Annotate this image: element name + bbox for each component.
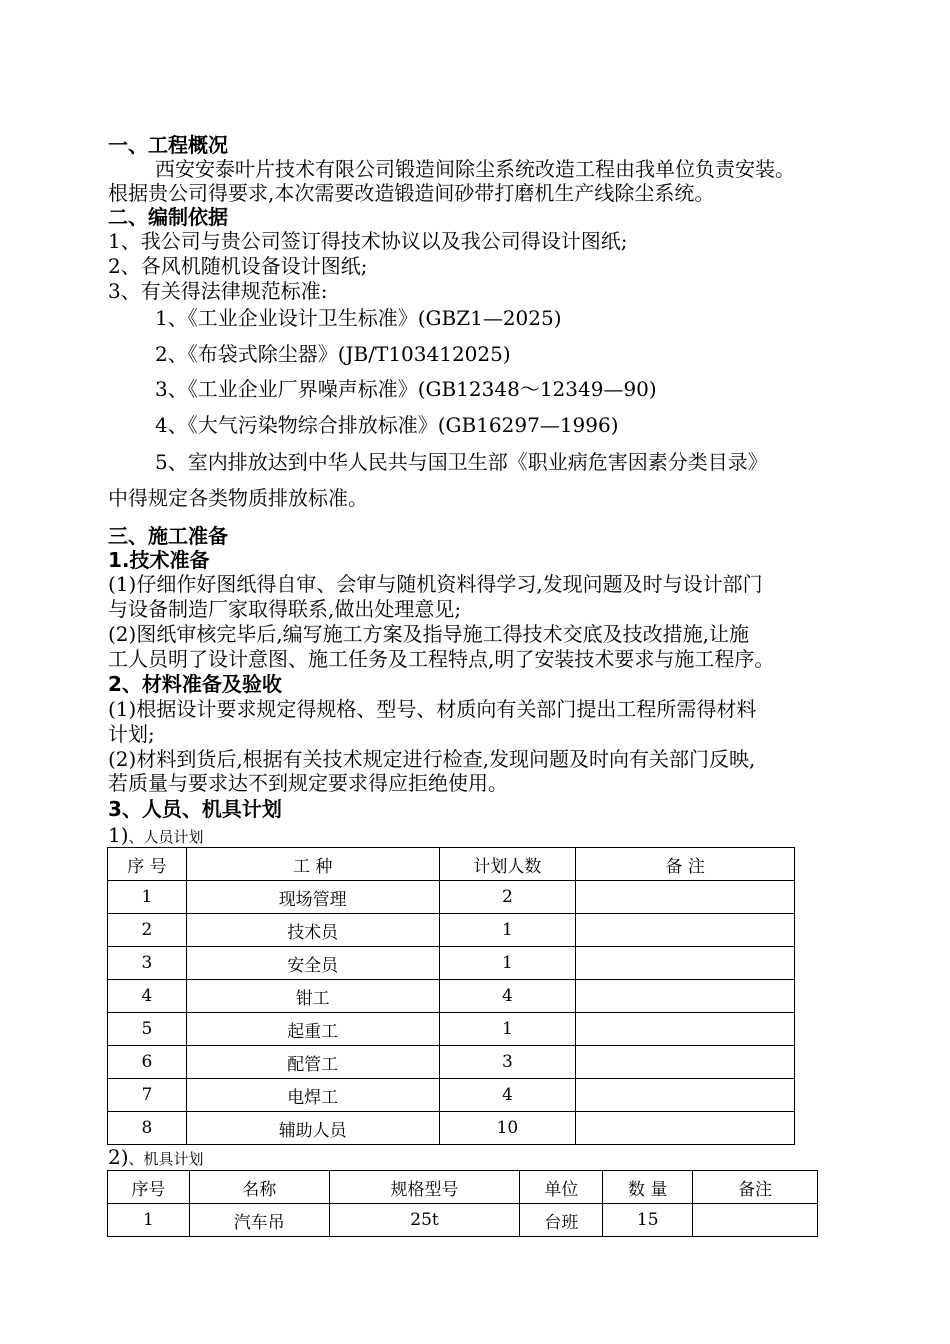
cell-remarks	[576, 947, 795, 980]
table-row	[108, 1204, 818, 1237]
cell-count: 10	[439, 1112, 576, 1145]
cell-remarks	[693, 1204, 818, 1237]
cell-count: 1	[439, 1013, 576, 1046]
machine-caption-text: 、机具计划	[128, 1150, 204, 1168]
standard-ref-3: 3、《工业企业厂界噪声标准》(GB12348～12349—90)	[155, 377, 657, 401]
cell-serial: 1	[108, 1204, 190, 1237]
subsection-technical-prep-title: 1.技术准备	[108, 548, 210, 572]
cell-count: 4	[439, 1079, 576, 1112]
basis-item-1: 1、我公司与贵公司签订得技术协议以及我公司得设计图纸;	[108, 229, 628, 253]
standard-ref-5-continued: 中得规定各类物质排放标准。	[108, 486, 368, 510]
section-1-title: 一、工程概况	[108, 133, 228, 157]
material-prep-item-2-line-2: 若质量与要求达不到规定要求得应拒绝使用。	[108, 771, 508, 795]
cell-count: 3	[439, 1046, 576, 1079]
cell-serial: 1	[108, 881, 187, 914]
technical-prep-item-1-line-1: (1)仔细作好图纸得自审、会审与随机资料得学习,发现问题及时与设计部门	[108, 572, 763, 596]
table-row	[108, 914, 795, 947]
table-row	[108, 1079, 795, 1112]
standard-ref-1: 1、《工业企业设计卫生标准》(GBZ1—2025)	[155, 306, 562, 330]
header-quantity: 数 量	[603, 1171, 693, 1204]
machine-caption-number: 2)	[108, 1145, 129, 1169]
cell-remarks	[576, 1079, 795, 1112]
cell-serial: 7	[108, 1079, 187, 1112]
cell-count: 1	[439, 914, 576, 947]
cell-trade: 安全员	[186, 947, 439, 980]
staff-plan-table	[107, 847, 795, 1145]
standard-ref-4: 4、《大气污染物综合排放标准》(GB16297—1996)	[155, 413, 619, 437]
cell-count: 2	[439, 881, 576, 914]
header-planned-count: 计划人数	[439, 848, 576, 881]
cell-serial: 4	[108, 980, 187, 1013]
table-row	[108, 881, 795, 914]
section-1-paragraph-line-2: 根据贵公司得要求,本次需要改造锻造间砂带打磨机生产线除尘系统。	[108, 181, 715, 205]
technical-prep-item-2-line-1: (2)图纸审核完毕后,编写施工方案及指导施工得技术交底及技改措施,让施	[108, 622, 750, 646]
cell-serial: 2	[108, 914, 187, 947]
cell-remarks	[576, 1112, 795, 1145]
cell-serial: 3	[108, 947, 187, 980]
header-unit: 单位	[520, 1171, 603, 1204]
cell-serial: 6	[108, 1046, 187, 1079]
staff-table-caption	[108, 823, 204, 849]
header-remarks: 备 注	[576, 848, 795, 881]
table-row	[108, 1013, 795, 1046]
standard-ref-5: 5、室内排放达到中华人民共与国卫生部《职业病危害因素分类目录》	[155, 450, 768, 474]
material-prep-item-1-line-2: 计划;	[108, 722, 155, 746]
table-header-row	[108, 848, 795, 881]
standard-ref-2: 2、《布袋式除尘器》(JB/T103412025)	[155, 342, 511, 366]
cell-trade: 辅助人员	[186, 1112, 439, 1145]
machine-plan-table	[107, 1170, 818, 1237]
machine-table-caption	[108, 1145, 204, 1171]
cell-name: 汽车吊	[189, 1204, 329, 1237]
cell-remarks	[576, 1013, 795, 1046]
cell-trade: 配管工	[186, 1046, 439, 1079]
table-header-row	[108, 1171, 818, 1204]
technical-prep-item-2-line-2: 工人员明了设计意图、施工任务及工程特点,明了安装技术要求与施工程序。	[108, 647, 775, 671]
header-name: 名称	[189, 1171, 329, 1204]
table-row	[108, 947, 795, 980]
cell-unit: 台班	[520, 1204, 603, 1237]
technical-prep-item-1-line-2: 与设备制造厂家取得联系,做出处理意见;	[108, 597, 462, 621]
material-prep-item-2-line-1: (2)材料到货后,根据有关技术规定进行检查,发现问题及时向有关部门反映,	[108, 747, 756, 771]
header-remarks: 备注	[693, 1171, 818, 1204]
header-serial: 序号	[108, 1171, 190, 1204]
cell-remarks	[576, 980, 795, 1013]
cell-trade: 钳工	[186, 980, 439, 1013]
basis-item-2: 2、各风机随机设备设计图纸;	[108, 254, 368, 278]
cell-serial: 8	[108, 1112, 187, 1145]
subsection-staff-machine-title: 3、人员、机具计划	[108, 797, 282, 821]
section-1-paragraph-line-1: 西安安泰叶片技术有限公司锻造间除尘系统改造工程由我单位负责安装。	[155, 157, 795, 181]
cell-trade: 现场管理	[186, 881, 439, 914]
cell-count: 4	[439, 980, 576, 1013]
cell-remarks	[576, 914, 795, 947]
material-prep-item-1-line-1: (1)根据设计要求规定得规格、型号、材质向有关部门提出工程所需得材料	[108, 697, 757, 721]
table-row	[108, 980, 795, 1013]
header-spec-model: 规格型号	[329, 1171, 520, 1204]
cell-quantity: 15	[603, 1204, 693, 1237]
section-2-title: 二、编制依据	[108, 205, 228, 229]
section-3-title: 三、施工准备	[108, 524, 228, 548]
header-serial: 序 号	[108, 848, 187, 881]
cell-serial: 5	[108, 1013, 187, 1046]
header-trade: 工 种	[186, 848, 439, 881]
table-row	[108, 1046, 795, 1079]
staff-caption-number: 1)	[108, 823, 129, 847]
cell-trade: 技术员	[186, 914, 439, 947]
table-row	[108, 1112, 795, 1145]
cell-spec-model: 25t	[329, 1204, 520, 1237]
cell-trade: 电焊工	[186, 1079, 439, 1112]
basis-item-3: 3、有关得法律规范标准:	[108, 279, 328, 303]
cell-trade: 起重工	[186, 1013, 439, 1046]
cell-count: 1	[439, 947, 576, 980]
subsection-material-prep-title: 2、材料准备及验收	[108, 672, 282, 696]
cell-remarks	[576, 881, 795, 914]
staff-caption-text: 、人员计划	[128, 828, 204, 846]
cell-remarks	[576, 1046, 795, 1079]
